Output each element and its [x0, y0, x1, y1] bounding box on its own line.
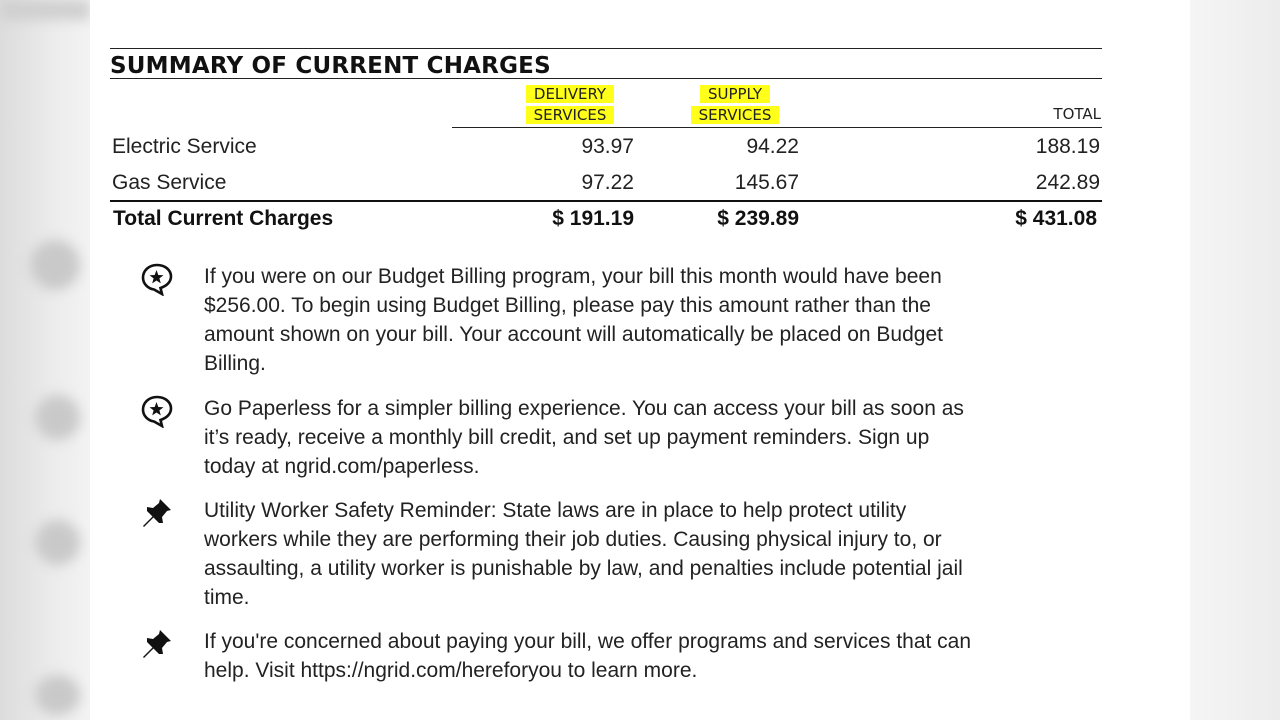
note-line: assaulting, a utility worker is punishable by law, and penalties include potential jail: [204, 557, 963, 580]
supply-services-header: [670, 84, 800, 126]
pushpin-icon: [140, 627, 174, 661]
note-line: Billing.: [204, 352, 266, 375]
note-text: [204, 262, 1084, 378]
note-line: workers while they are performing their job duties. Causing physical injury to, or: [204, 528, 942, 551]
note-line: Go Paperless for a simpler billing experience. You can access your bill as soon as: [204, 397, 964, 420]
total-header: TOTAL: [1053, 105, 1101, 123]
title-divider: [110, 78, 1102, 79]
note-line: amount shown on your bill. Your account will automatically be placed on Budget: [204, 323, 943, 346]
delivery-amount: 97.22: [581, 171, 634, 194]
delivery-header-line1: DELIVERY: [526, 85, 614, 103]
row-label: Total Current Charges: [113, 207, 334, 230]
note-line: If you were on our Budget Billing program, your bill this month would have been: [204, 265, 942, 288]
total-amount: 242.89: [1035, 171, 1100, 194]
totals-divider: [110, 200, 1102, 202]
note-text: [204, 627, 1084, 685]
note-line: Utility Worker Safety Reminder: State laws are in place to help protect utility: [204, 499, 907, 522]
supply-header-line1: SUPPLY: [700, 85, 770, 103]
star-badge-icon: [140, 262, 174, 296]
note-line: today at ngrid.com/paperless.: [204, 455, 480, 478]
table-row-gas-service: [110, 168, 1102, 198]
supply-total: $ 239.89: [717, 207, 799, 230]
grand-total: $ 431.08: [1015, 207, 1097, 230]
note-line: time.: [204, 586, 250, 609]
supply-amount: 145.67: [734, 171, 799, 194]
total-amount: 188.19: [1035, 135, 1100, 158]
table-row-total-current-charges: [110, 204, 1102, 234]
delivery-total: $ 191.19: [552, 207, 634, 230]
blurred-background-right: [1190, 0, 1280, 720]
note-text: [204, 496, 1084, 612]
row-label: Gas Service: [112, 171, 227, 194]
row-label: Electric Service: [112, 135, 257, 158]
delivery-header-line2: SERVICES: [526, 106, 615, 124]
supply-header-line2: SERVICES: [691, 106, 780, 124]
delivery-services-header: [505, 84, 635, 126]
table-row-electric-service: [110, 132, 1102, 162]
blurred-background-left: [0, 0, 90, 720]
summary-title: SUMMARY OF CURRENT CHARGES: [110, 48, 1102, 81]
note-line: it’s ready, receive a monthly bill credit, and set up payment reminders. Sign up: [204, 426, 930, 449]
header-divider: [452, 127, 1102, 128]
bill-page: [90, 0, 1190, 720]
note-line: If you're concerned about paying your bill, we offer programs and services that can: [204, 630, 972, 653]
note-line: $256.00. To begin using Budget Billing, please pay this amount rather than the: [204, 294, 931, 317]
supply-amount: 94.22: [746, 135, 799, 158]
star-badge-icon: [140, 394, 174, 428]
delivery-amount: 93.97: [581, 135, 634, 158]
pushpin-icon: [140, 496, 174, 530]
note-line: help. Visit https://ngrid.com/hereforyou to learn more.: [204, 659, 698, 682]
note-text: [204, 394, 1084, 481]
